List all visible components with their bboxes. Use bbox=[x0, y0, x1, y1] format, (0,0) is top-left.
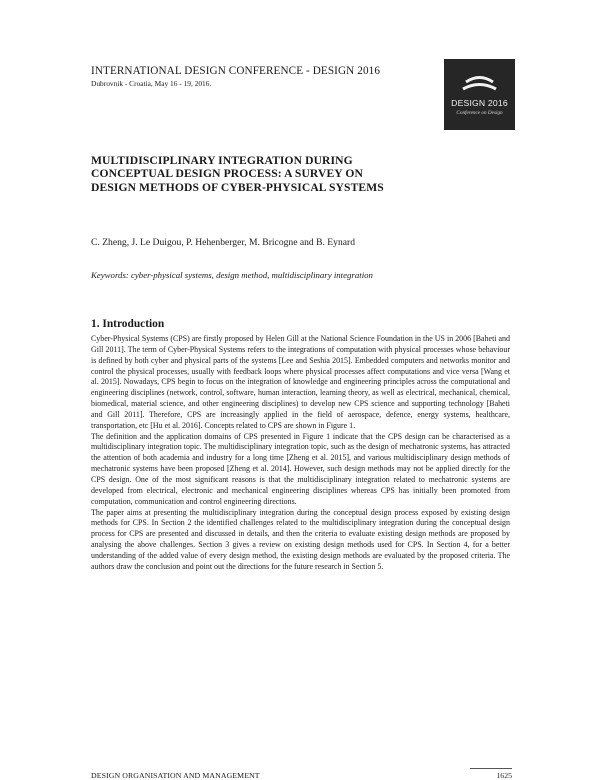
section-heading-introduction: 1. Introduction bbox=[91, 318, 165, 330]
conference-title: INTERNATIONAL DESIGN CONFERENCE - DESIGN 2016 bbox=[91, 65, 381, 77]
conference-logo bbox=[444, 59, 515, 130]
body-paragraph: The definition and the application domains of CPS presented in Figure 1 indicate that the CPS design can be characterised as a multidisciplinary integration topic. The multidisciplinary integration topic, such as the design of mechatronic systems, has attracted the attention of both academia and industry for a long time [Zheng et al. 2015], and various multidisciplinary design methods of mechatronic systems have been proposed [Zheng et al. 2014]. However, such design methods may not be applied directly for the CPS design. One of the most significant reasons is that the multidisciplinary integration related to mechatronic systems are developed from electrical, electronic and mechanical engineering disciplines whereas CPS has initially been promoted from computation, communication and control engineering directions. bbox=[91, 431, 510, 506]
logo-arches-icon bbox=[444, 59, 515, 130]
body-paragraph: The paper aims at presenting the multidisciplinary integration during the conceptual design process exposed by existing design methods for CPS. In Section 2 the identified challenges related to the multidisciplinary integration during the conceptual design process for CPS are presented and discussed in details, and then the criteria to evaluate existing design methods are proposed by analysing the above challenges. Section 3 gives a review on existing design methods used for CPS. In Section 4, for a better understanding of the added value of every design method, the existing design methods are evaluated by the proposed criteria. The authors draw the conclusion and point out the directions for the future research in Section 5. bbox=[91, 507, 510, 571]
introduction-body bbox=[91, 334, 510, 573]
paper-authors: C. Zheng, J. Le Duigou, P. Hehenberger, M. Bricogne and B. Eynard bbox=[91, 237, 356, 248]
footer-rule bbox=[470, 768, 512, 769]
body-paragraph: Cyber-Physical Systems (CPS) are firstly proposed by Helen Gill at the National Science Foundation in the US in 2006 [Baheti and Gill 2011]. The term of Cyber-Physical Systems refers to the integrations of computation with physical processes whose behaviour is defined by both cyber and physical parts of the systems [Lee and Seshia 2015]. Embedded computers and networks monitor and control the physical processes, usually with feedback loops where physical processes affect computations and vice versa [Wang et al. 2015]. Nowadays, CPS begin to focus on the integration of knowledge and engineering principles across the computational and engineering disciplines (network, control, software, human interaction, learning theory, as well as electrical, mechanical, chemical, biomedical, material science, and other engineering disciplines) to develop new CPS science and supporting technology [Baheti and Gill 2011]. Therefore, CPS are increasingly applied in the field of aerospace, defence, energy systems, healthcare, transportation, etc [Hu et al. 2016]. Concepts related to CPS are shown in Figure 1. bbox=[91, 334, 510, 430]
paper-title: MULTIDISCIPLINARY INTEGRATION DURING CONCEPTUAL DESIGN PROCESS: A SURVEY ON DESIGN METHODS OF CYBER-PHYSICAL SYSTEMS bbox=[91, 154, 384, 194]
paper-keywords: Keywords: cyber-physical systems, design method, multidisciplinary integration bbox=[91, 270, 373, 280]
page-number: 1625 bbox=[496, 771, 512, 780]
footer-section-label: DESIGN ORGANISATION AND MANAGEMENT bbox=[91, 771, 260, 780]
logo-tagline: Conference on Design bbox=[456, 110, 503, 116]
conference-location-dates: Dubrovnik - Croatia, May 16 - 19, 2016. bbox=[91, 79, 212, 88]
logo-name: DESIGN 2016 bbox=[451, 98, 508, 108]
